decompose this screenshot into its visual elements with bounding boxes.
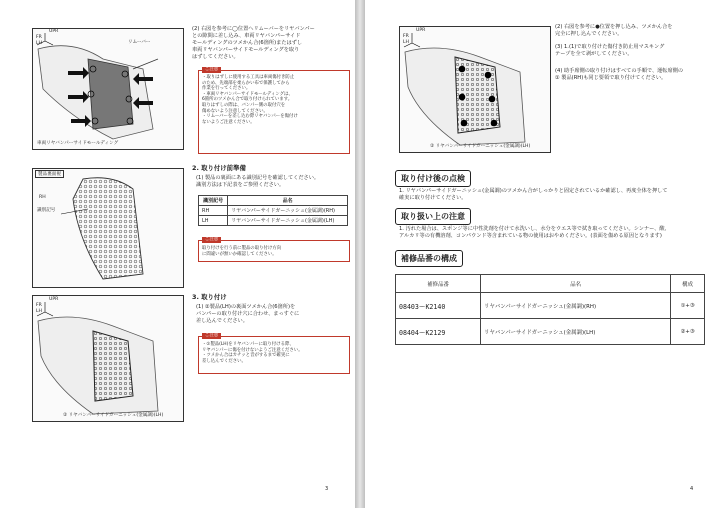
handling-heading: 取り扱い上の注意 — [395, 208, 471, 225]
figure-caption: 車両リヤバンパーサイドモールディング — [37, 141, 119, 146]
figure-caption: ② リヤバンパーサイドガーニッシュ(金属調)(LH) — [63, 413, 164, 418]
part-number: 08403ーK2140 — [396, 293, 481, 319]
id-code: RH — [199, 206, 228, 216]
direction-lh-label: LH — [403, 40, 410, 45]
book-gutter — [355, 0, 365, 508]
remover-label: リムーバー — [128, 40, 151, 45]
table-row — [396, 293, 705, 319]
parts-heading: 補修品番の構成 — [395, 250, 463, 267]
warning-tag: ご注意 — [202, 67, 221, 73]
direction-upr-label: UPR — [49, 29, 59, 34]
product-name: リヤバンパーサイドガーニッシュ(金属調)(RH) — [228, 206, 348, 216]
id-code: LH — [199, 216, 228, 226]
id-mark-label: 識別記号 — [37, 208, 56, 213]
figure-install-drawing — [33, 296, 183, 421]
figure-press-points — [399, 26, 551, 153]
direction-fr-label: FR — [403, 34, 409, 39]
page-3 — [0, 0, 355, 508]
direction-upr-label: UPR — [49, 297, 59, 302]
warning-text: ・②製品(LH)をリヤバンパーに取り付ける際、 リヤバンパーに傷を付けないようご注意ください。 ・ツメかん合はカチッと音がするまで確実に 差し込んでください。 — [202, 342, 303, 364]
warning-box-1 — [198, 67, 350, 154]
warning-text: ・取りはずしに使用する工具は車両傷付き防止 のため、先端部を柔らかい布で保護してから 作業を行ってください。 ・車両リヤバンパーサイドモールディングは、 6箇所のツメかん合で取り付けられています。 取りはずしの際は、バンパー側の取付穴を 傷めないよう注意してください。 ・リムーバーを差し込む際リヤバンパーを傷付け ないようご注意ください。 — [202, 75, 298, 125]
inspection-heading: 取り付け後の点検 — [395, 170, 471, 187]
parts-table — [395, 274, 705, 345]
part-composition: ①+③ — [671, 293, 705, 319]
figure-caption: ② リヤバンパーサイドガーニッシュ(金属調)(LH) — [430, 144, 531, 149]
table-row — [199, 216, 348, 226]
page-4 — [365, 0, 720, 508]
direction-upr-label: UPR — [416, 28, 426, 33]
table-row — [199, 206, 348, 216]
rh-label: RH — [39, 195, 46, 200]
inspection-text: 1. リヤバンパーサイドガーニッシュ(金属調)のツメかん合がしっかりと固定されているか確認し、再度全体を押して 確実に取り付けてください。 — [399, 188, 668, 201]
section-2-title: 2. 取り付け前準備 — [192, 164, 246, 172]
table-row — [396, 319, 705, 345]
figure-press-points-drawing — [400, 27, 550, 152]
page-number: 3 — [325, 486, 329, 492]
section-2-text: (1) 製品の裏面にある識別記号を確認してください。 識別方法は下記表をご参照ください。 — [196, 175, 320, 188]
warning-box-2 — [198, 237, 350, 262]
parts-header: 品名 — [481, 275, 671, 293]
step-4-text: (4) 助手席側の取り付けはすべての手順で、運転席側の ① 製品(RH)も同じ要領で取り付けてください。 — [555, 68, 684, 81]
warning-tag: ご注意 — [202, 333, 221, 339]
section-3-text: (1) ②製品(LH)の裏面ツメかん合(6箇所)を バンパーの取り付け穴に合わせ、まっすぐに 差し込んでください。 — [196, 304, 300, 324]
figure-product-back — [32, 168, 184, 288]
part-composition: ②+③ — [671, 319, 705, 345]
figure-product-back-drawing — [33, 169, 183, 287]
part-number: 08404ーK2129 — [396, 319, 481, 345]
parts-header: 構成 — [671, 275, 705, 293]
id-table-header: 識別記号 — [199, 196, 228, 206]
step-2-text: (2) 右図を参考に●位置を押し込み、ツメかん合を 完全に押し込んでください。 — [555, 24, 673, 37]
direction-lh-label: LH — [36, 41, 43, 46]
figure-remove-molding — [32, 28, 184, 150]
step-3-text: (3) 1.(1)で取り付けた傷付き防止用マスキング テープを全て剥がしてください。 — [555, 44, 665, 57]
handling-text: 1. 汚れた場合は、スポンジ等に中性洗剤を付けて水洗いし、水分をウエス等で拭き取ってください。シンナー、酸、 アルカリ等の有機溶剤、コンパウンド等含まれている物の使用はおやめください。(表面を傷める原因となります) — [399, 226, 670, 239]
step-2-text: (2) 右図を参考に◯位置へリムーバーをリヤバンパー との隙間に差し込み、車両リヤバンパーサイド モールディングのツメかん合(6箇所)またはずし 車両リヤバンパーサイドモールディングを取り はずしてください。 — [192, 26, 315, 60]
direction-fr-label: FR — [36, 35, 42, 40]
part-name: リヤバンパーサイドガーニッシュ(金属調)(RH) — [481, 293, 671, 319]
figure-install — [32, 295, 184, 422]
id-table-header: 品名 — [228, 196, 348, 206]
warning-text: 取り付けを行う前に製品の取り付け方向 に間違いが無いか確認してください。 — [202, 246, 282, 257]
warning-tag: ご注意 — [202, 237, 221, 243]
page-number: 4 — [690, 486, 694, 492]
view-tag: 製品裏面視 — [35, 170, 64, 178]
part-name: リヤバンパーサイドガーニッシュ(金属調)(LH) — [481, 319, 671, 345]
parts-header: 補修品番 — [396, 275, 481, 293]
direction-lh-label: LH — [36, 309, 43, 314]
product-name: リヤバンパーサイドガーニッシュ(金属調)(LH) — [228, 216, 348, 226]
direction-fr-label: FR — [36, 303, 42, 308]
section-3-title: 3. 取り付け — [192, 293, 227, 301]
figure-remove-molding-drawing — [33, 29, 183, 149]
id-table — [198, 195, 348, 226]
warning-box-3 — [198, 333, 350, 374]
